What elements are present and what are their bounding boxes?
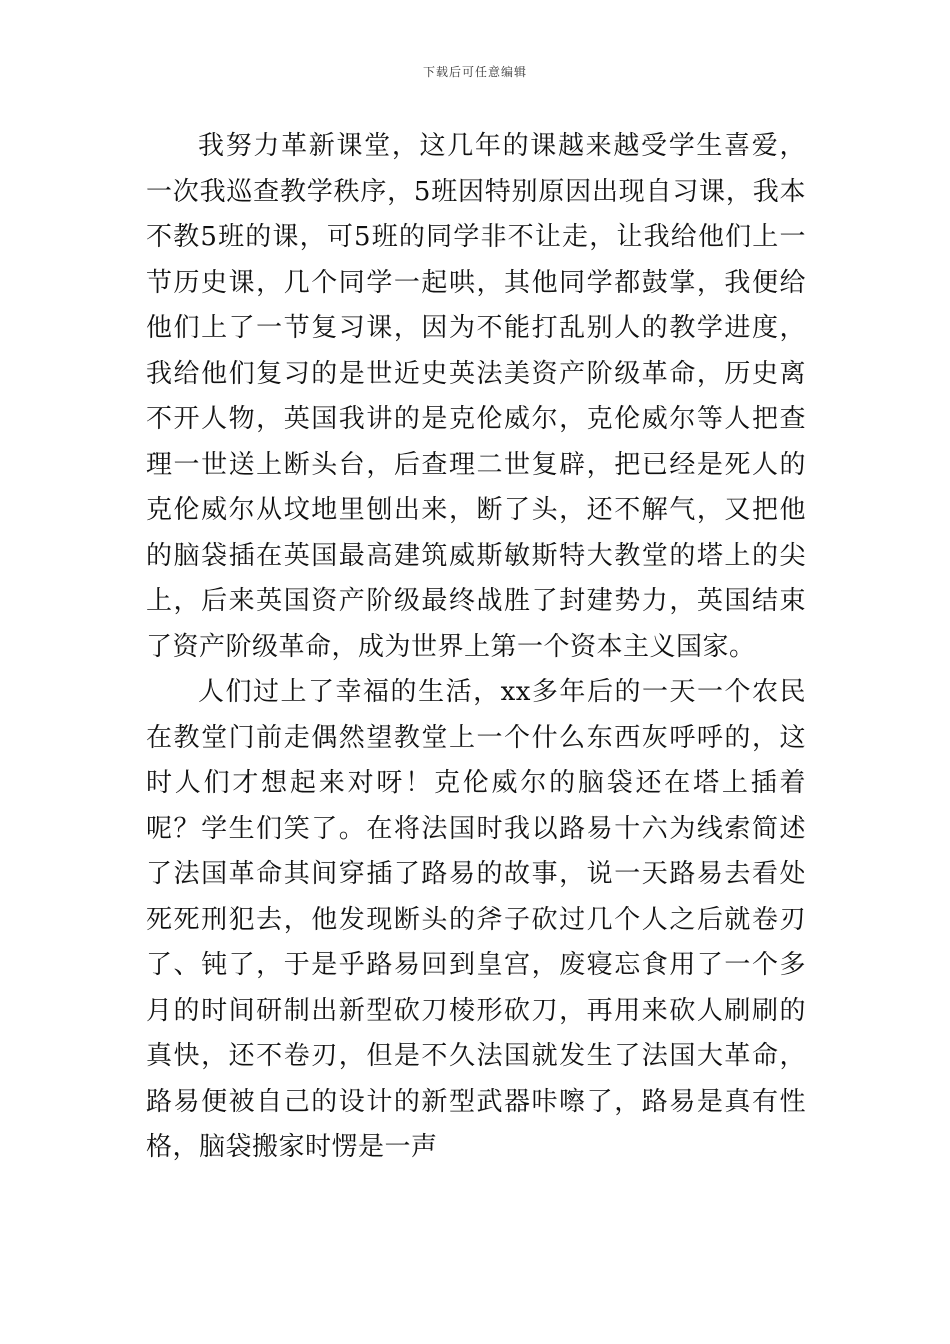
paragraph-2: 人们过上了幸福的生活，xx多年后的一天一个农民在教堂门前走偶然望教堂上一个什么东西灰呼呼的，这时人们才想起来对呀！克伦威尔的脑袋还在塔上插着呢？学生们笑了。在将法国时我以路易十六为线索简述了法国革命其间穿插了路易的故事，说一天路易去看处死死刑犯去，他发现断头的斧子砍过几个人之后就卷刃了、钝了，于是乎路易回到皇宫，废寝忘食用了一个多月的时间研制出新型砍刀棱形砍刀，再用来砍人刷刷的真快，还不卷刃，但是不久法国就发生了法国大革命，路易便被自己的设计的新型武器咔嚓了，路易是真有性格，脑袋搬家时愣是一声 [146,677,806,1162]
document-body [146,124,806,1171]
paragraph-1: 我努力革新课堂，这几年的课越来越受学生喜爱，一次我巡查教学秩序，5班因特别原因出现自习课，我本不教5班的课，可5班的同学非不让走，让我给他们上一节历史课，几个同学一起哄，其他同学都鼓掌，我便给他们上了一节复习课，因为不能打乱别人的教学进度，我给他们复习的是世近史英法美资产阶级革命，历史离不开人物，英国我讲的是克伦威尔，克伦威尔等人把查理一世送上断头台，后查理二世复辟，把已经是死人的克伦威尔从坟地里刨出来，断了头，还不解气，又把他的脑袋插在英国最高建筑威斯敏斯特大教堂的塔上的尖上，后来英国资产阶级最终战胜了封建势力，英国结束了资产阶级革命，成为世界上第一个资本主义国家。 [146,131,806,662]
page-header-note: 下载后可任意编辑 [422,65,527,79]
